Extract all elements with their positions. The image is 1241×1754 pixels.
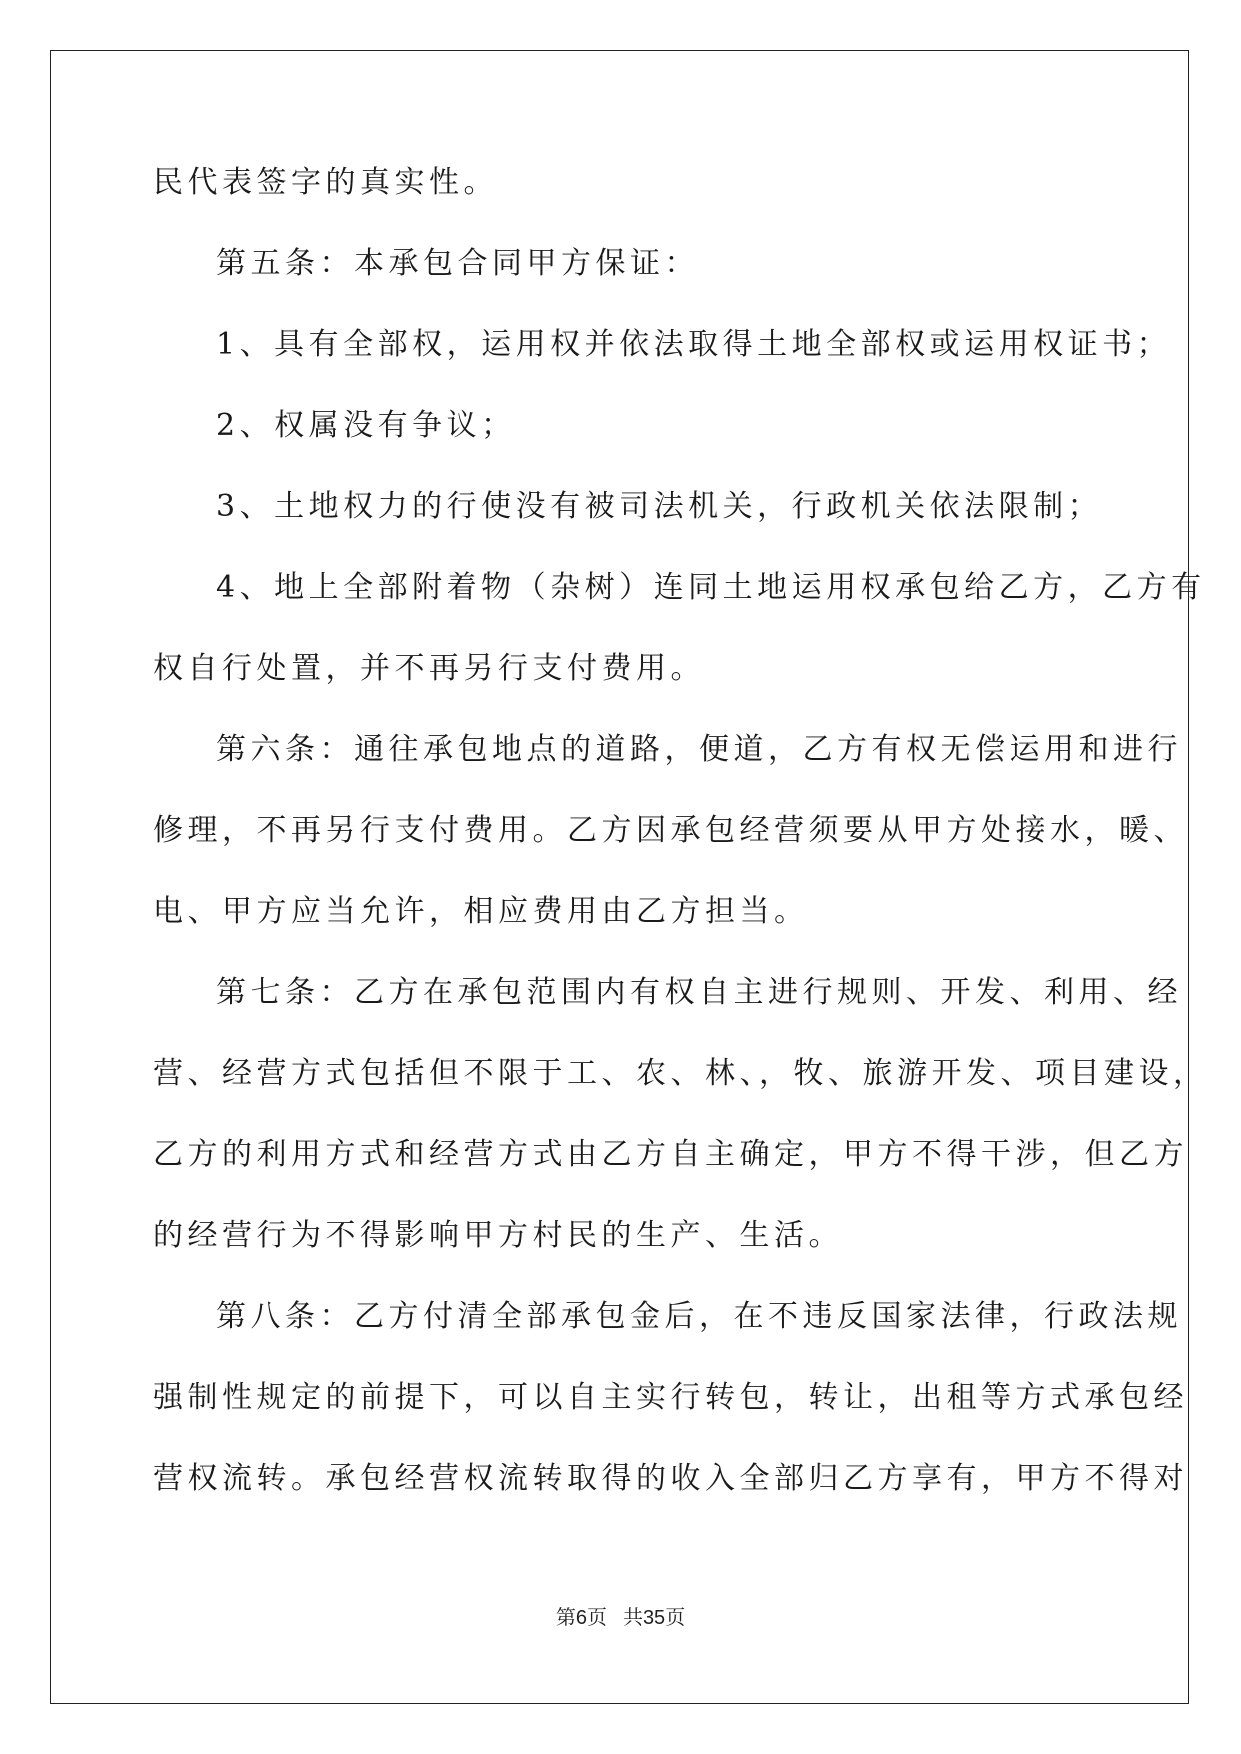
total-prefix: 共 [622, 1605, 643, 1629]
text-line: 乙方的利用方式和经营方式由乙方自主确定，甲方不得干涉，但乙方 [153, 1137, 1188, 1172]
page-footer [0, 1605, 1241, 1630]
text-line: 第七条：乙方在承包范围内有权自主进行规则、开发、利用、经 [216, 975, 1182, 1010]
text-line: 4、地上全部附着物（杂树）连同土地运用权承包给乙方，乙方有 [216, 570, 1206, 605]
text-line: 权自行处置，并不再另行支付费用。 [153, 651, 705, 686]
text-line: 2、权属没有争议； [216, 408, 516, 443]
text-line: 1、具有全部权，运用权并依法取得土地全部权或运用权证书； [216, 327, 1172, 362]
text-line: 强制性规定的前提下，可以自主实行转包，转让，出租等方式承包经 [153, 1380, 1188, 1415]
text-line: 营、经营方式包括但不限于工、农、林、，牧、旅游开发、项目建设， [153, 1056, 1208, 1091]
text-line: 第六条：通往承包地点的道路，便道，乙方有权无偿运用和进行 [216, 732, 1182, 767]
text-line: 修理，不再另行支付费用。乙方因承包经营须要从甲方处接水，暖、 [153, 813, 1188, 848]
page-prefix: 第 [555, 1605, 576, 1629]
text-line: 营权流转。承包经营权流转取得的收入全部归乙方享有，甲方不得对 [153, 1461, 1188, 1496]
page-suffix: 页 [586, 1605, 607, 1629]
text-line: 电、甲方应当允许，相应费用由乙方担当。 [153, 894, 809, 929]
text-line: 第八条：乙方付清全部承包金后，在不违反国家法律，行政法规 [216, 1299, 1182, 1334]
text-line: 民代表签字的真实性。 [153, 165, 498, 200]
total-suffix: 页 [665, 1605, 686, 1629]
text-line: 的经营行为不得影响甲方村民的生产、生活。 [153, 1218, 843, 1253]
text-line: 第五条：本承包合同甲方保证： [216, 246, 699, 281]
page-border [50, 50, 1189, 1704]
text-line: 3、土地权力的行使没有被司法机关，行政机关依法限制； [216, 489, 1103, 524]
page-total: 35 [642, 1607, 666, 1629]
page-current: 6 [575, 1607, 587, 1629]
